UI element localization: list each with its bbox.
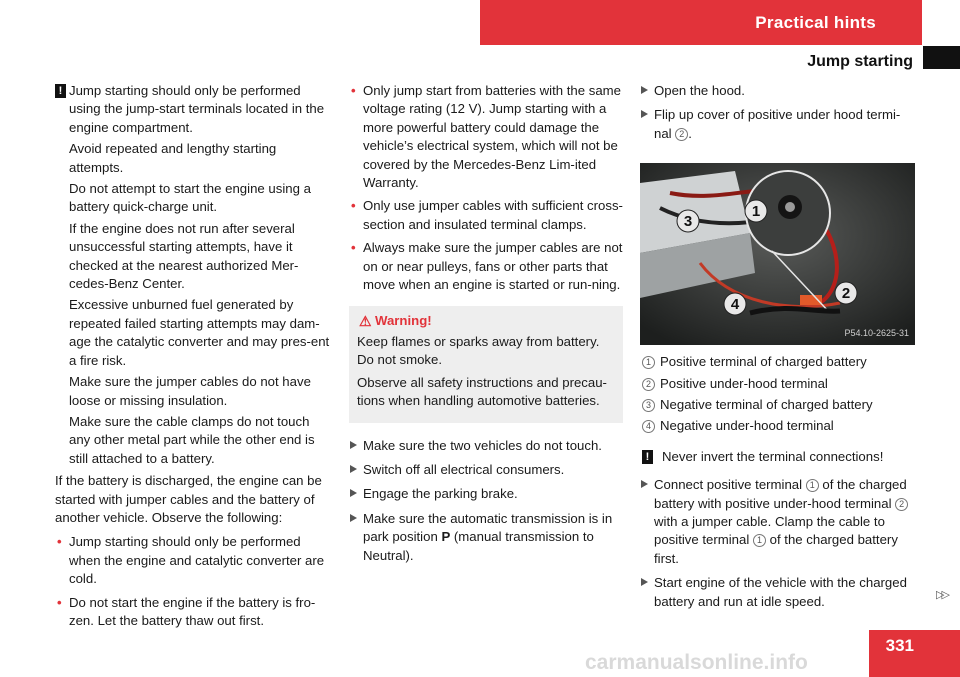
list-item [349,82,623,192]
callout-number: 2 [675,128,688,141]
header-marker [923,46,960,69]
step-text: of the charged battery first. [654,532,898,566]
legend-item [640,396,916,414]
warning-box [349,306,623,422]
step-text: Engage the parking brake. [363,486,518,502]
step-arrow-icon [350,465,357,473]
bullet-icon: • [57,534,62,550]
caution-note [55,82,330,468]
step-text: Open the hood. [654,83,745,98]
figure-label-text: 4 [730,296,740,314]
step-arrow-icon [641,110,648,118]
caution-note [640,448,916,466]
warning-text: Observe all safety instructions and precau-tions when handling automotive batteries. [357,374,607,409]
step-item [349,510,623,565]
header-tab [480,0,922,45]
step-text: Make sure the automatic transmission is in park position [363,510,613,545]
list-item-text: Only jump start from batteries with the same voltage rating (12 V). Jump starting with a more powerful battery could damage the vehicle’s electrical system, which will not be covered by the Mercedes-Benz Lim-ited Warranty. [363,83,621,191]
legend-item [640,375,916,393]
legend-text: Negative terminal of charged battery [660,397,873,413]
park-position-label: P [441,529,451,545]
callout-number: 1 [753,534,766,547]
warning-text: Keep flames or sparks away from battery. Do not smoke. [357,333,600,368]
list-item [349,239,623,294]
bullet-icon: • [351,83,356,98]
callout-number: 2 [895,498,908,511]
intro-paragraph: If the battery is discharged, the engine can be started with jumper cables and the battery of another vehicle. Observe the following: [55,473,322,525]
list-item [349,197,623,234]
callout-number: 2 [642,378,655,391]
step-text: with a jumper cable. Clamp the cable to positive terminal [654,514,885,548]
bullet-icon: • [351,198,356,214]
step-item [640,574,916,611]
callout-number: 3 [642,399,655,412]
step-arrow-icon [350,489,357,497]
list-item [55,533,330,588]
step-text: Connect positive terminal [654,477,806,493]
callout-number: 4 [642,420,655,433]
engine-bay-image [640,163,915,345]
figure-label-text: 3 [683,213,693,231]
legend-item [640,353,916,371]
continue-arrow-icon: ▷▷ [936,589,947,601]
list-item-text: Do not start the engine if the battery is fro-zen. Let the battery thaw out first. [69,594,316,628]
jump-start-illustration [640,163,915,345]
step-text: Make sure the two vehicles do not touch. [363,437,602,453]
warning-heading [357,312,615,330]
legend-text: Negative under-hood terminal [660,418,834,434]
callout-number: 1 [642,356,655,369]
note-paragraph: Do not attempt to start the engine using a battery quick-charge unit. [69,181,311,215]
column-3 [640,82,916,617]
step-item: Flip up cover of positive under hood termi-nal 2 . [640,106,916,143]
step-text: of the charged battery with positive under-hood terminal [654,477,907,511]
note-text: Never invert the terminal connections! [662,448,884,464]
step-arrow-icon [350,514,357,522]
legend-item [640,417,916,435]
step-text: Start engine of the vehicle with the charged battery and run at idle speed. [654,575,907,609]
section-title: Practical hints [755,13,876,32]
note-paragraph: If the engine does not run after several unsuccessful starting attempts, have it checked at the nearest authorized Mer-cedes-Benz Center. [69,220,299,292]
list-item [55,594,330,631]
step-item [640,476,916,568]
step-item [349,461,623,479]
step-arrow-icon [641,578,648,586]
exclamation-icon: ! [55,84,66,98]
note-paragraph: Make sure the jumper cables do not have loose or missing insulation. [69,374,311,408]
figure-label-text: 2 [841,285,851,303]
page-title: Jump starting [807,53,913,70]
note-paragraph: Make sure the cable clamps do not touch any other metal part while the other end is still attached to a battery. [69,413,315,466]
note-paragraph: Jump starting should only be performed using the jump-start terminals located in the engine compartment. [69,83,325,135]
bullet-icon: • [351,240,356,256]
step-text: Flip up cover of positive under hood termi-nal [654,107,901,141]
bullet-icon: • [57,594,62,610]
column-1 [55,82,330,635]
step-arrow-icon [641,480,648,488]
warning-title: Warning! [375,313,432,329]
step-item [349,437,623,455]
exclamation-icon: ! [642,450,653,464]
list-item-text: Jump starting should only be performed when the engine and catalytic converter are cold. [69,534,325,587]
list-item-text: Always make sure the jumper cables are not on or near pulleys, fans or other parts that move when an engine is started or run-ning. [363,240,623,293]
column-2 [349,82,623,571]
callout-number: 1 [806,479,819,492]
legend-text: Positive terminal of charged battery [660,354,867,370]
step-arrow-icon [350,441,357,449]
page-number: 331 [885,636,914,655]
figure-caption: P54.10-2625-31 [844,327,909,338]
warning-triangle-icon: ⚠ [359,313,372,330]
step-item [640,82,916,100]
step-text: Switch off all electrical consumers. [363,461,565,477]
step-item [349,485,623,503]
page-number-tab [869,630,960,677]
list-item-text: Only use jumper cables with sufficient cross-section and insulated terminal clamps. [363,198,623,232]
step-arrow-icon [641,86,648,94]
note-paragraph: Excessive unburned fuel generated by repeated failed starting attempts may dam-age the catalytic converter and may pres-ent a fire risk. [69,297,330,368]
legend-text: Positive under-hood terminal [660,375,828,391]
watermark: carmanualsonline.info [585,651,808,674]
step-text: (manual transmission to Neutral). [363,529,594,563]
note-paragraph: Avoid repeated and lengthy starting attempts. [69,141,277,175]
figure-label-text: 1 [751,203,761,221]
